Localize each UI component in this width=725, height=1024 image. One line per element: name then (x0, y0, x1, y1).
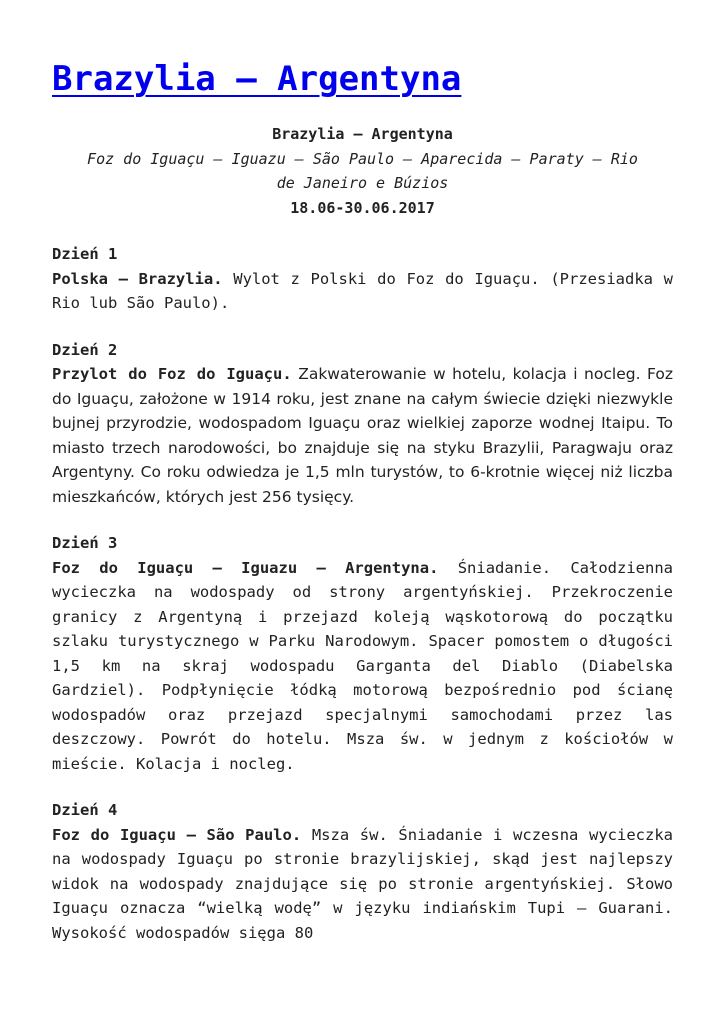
day-paragraph (52, 823, 673, 946)
day-text: Msza św. Śniadanie i wczesna wycieczka na wodospady Iguaçu po stronie brazylijskiej, skąd jest najlepszy widok na wodospady znajdujące się po stronie argentyńskiej. Słowo Iguaçu oznacza “wielką wodę” w języku indiańskim Tupi – Guarani. Wysokość wodospadów sięga 80 (52, 825, 673, 942)
day-text: Śniadanie. Całodzienna wycieczka na wodospady od strony argentyńskiej. Przekroczenie granicy z Argentyną i przejazd koleją wąskotorową do początku szlaku turystycznego w Parku Narodowym. Spacer pomostem o długości 1,5 km na skraj wodospadu Garganta del Diablo (Diabelska Gardziel). Podpłynięcie łódką motorową bezpośrednio pod ścianę wodospadów oraz przejazd specjalnymi samochodami przez las deszczowy. Powrót do hotelu. Msza św. w jednym z kościołów w mieście. Kolacja i nocleg. (52, 558, 673, 773)
day-text: Wylot z Polski do Foz do Iguaçu. (Przesiadka w Rio lub São Paulo). (52, 269, 673, 312)
day-section (52, 242, 673, 316)
day-label: Dzień 3 (52, 534, 118, 552)
day-label: Dzień 2 (52, 340, 118, 359)
intro-heading: Brazylia – Argentyna (272, 125, 453, 143)
day-lead: Foz do Iguaçu – Iguazu – Argentyna. (52, 558, 439, 577)
day-lead: Foz do Iguaçu – São Paulo. (52, 825, 302, 844)
day-section (52, 338, 673, 510)
day-text: Zakwaterowanie w hotelu, kolacja i nocleg. Foz do Iguaçu, założone w 1914 roku, jest znane na całym świecie dzięki niezwykle bujnej przyrodzie, wodospadom Iguaçu oraz wielkiej zaporze wodnej Itaipu. To miasto trzech narodowości, bo znajduje się na styku Brazylii, Paragwaju oraz Argentyny. Co roku odwiedza je 1,5 mln turystów, to 6-krotnie więcej niż liczba mieszkańców, których jest 256 tysięcy. (52, 365, 673, 506)
day-section (52, 531, 673, 776)
document-title-link[interactable]: Brazylia – Argentyna (52, 59, 462, 99)
intro-route-line1: Foz do Iguaçu – Iguazu – São Paulo – Aparecida – Paraty – Rio (87, 149, 638, 168)
intro-block (52, 122, 673, 220)
day-paragraph (52, 267, 673, 316)
day-section (52, 798, 673, 945)
day-lead: Polska – Brazylia. (52, 269, 223, 288)
day-label: Dzień 4 (52, 801, 118, 819)
day-lead: Przylot do Foz do Iguaçu. (52, 365, 292, 383)
intro-route-line2: de Janeiro e Búzios (276, 174, 449, 192)
day-paragraph (52, 556, 673, 777)
day-label: Dzień 1 (52, 245, 118, 263)
intro-dates: 18.06-30.06.2017 (290, 198, 435, 217)
day-paragraph (52, 362, 673, 509)
